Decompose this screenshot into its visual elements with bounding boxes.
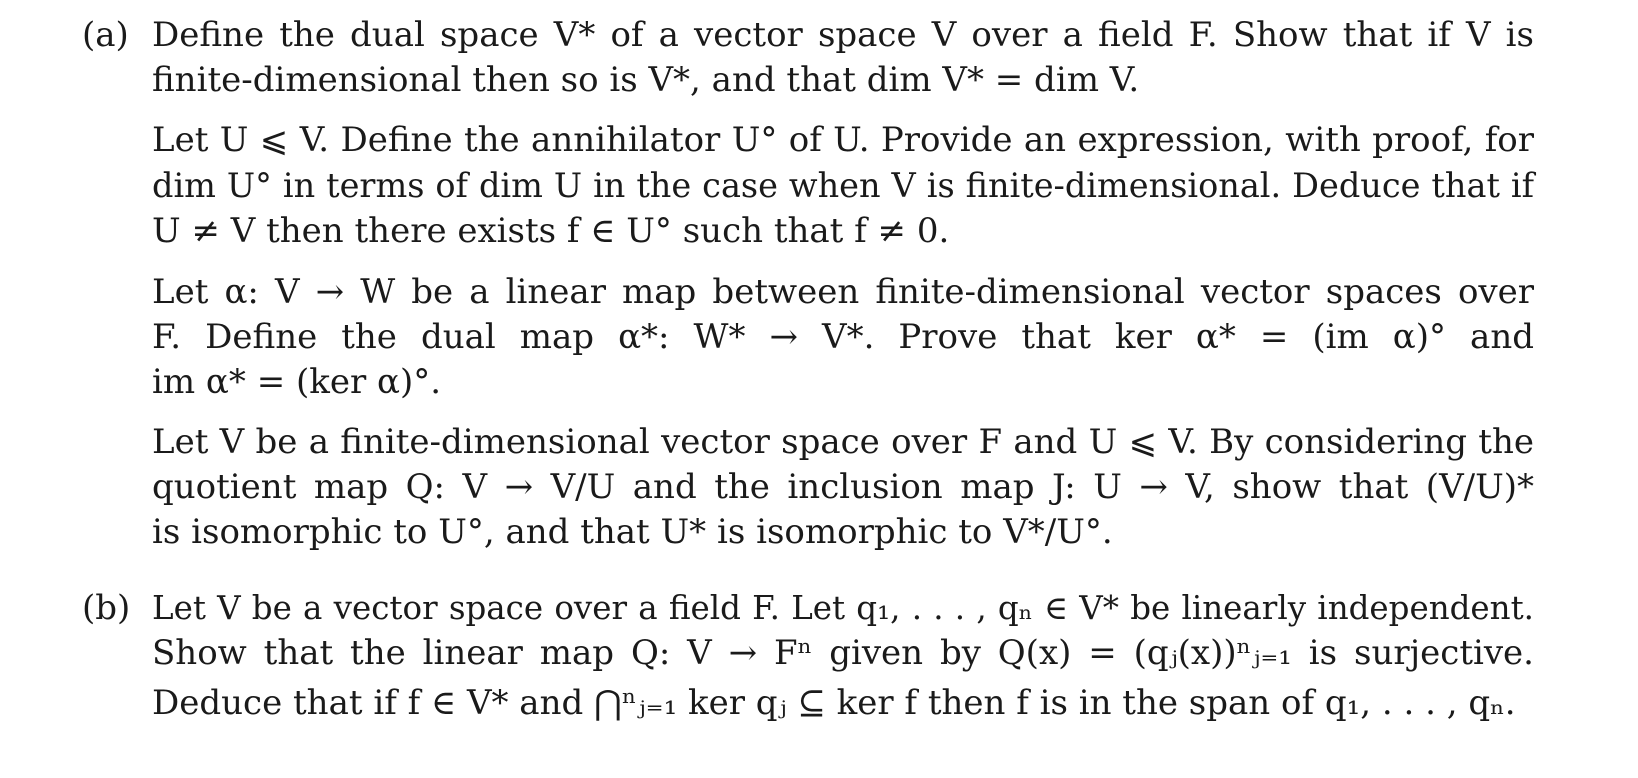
part-a-p3-line-1: Let α: V → W be a linear map between finite-dimensional vector spaces over xyxy=(152,272,1534,312)
part-a-p4-line-3: is isomorphic to U°, and that U* is isomorphic to V*/U°. xyxy=(152,512,1113,552)
part-a-p1-line-1: Define the dual space V* of a vector space V over a field F. Show that if V is xyxy=(152,15,1534,55)
part-b-line-2: Show that the linear map Q: V → Fⁿ given by Q(x) = (qⱼ(x))ⁿⱼ₌₁ is surjective. xyxy=(152,633,1534,673)
part-a-p2-line-3: U ≠ V then there exists f ∈ U° such that f ≠ 0. xyxy=(152,211,950,251)
part-a-p2-line-1: Let U ⩽ V. Define the annihilator U° of U. Provide an expression, with proof, for xyxy=(152,120,1534,160)
part-a-p3-line-2: F. Define the dual map α*: W* → V*. Prove that ker α* = (im α)° and xyxy=(152,317,1534,357)
part-a-p4-line-2: quotient map Q: V → V/U and the inclusion map J: U → V, show that (V/U)* xyxy=(152,467,1534,507)
part-a-label: (a) xyxy=(82,15,129,55)
part-a-p4-line-1: Let V be a finite-dimensional vector space over F and U ⩽ V. By considering the xyxy=(152,422,1534,462)
part-b-label: (b) xyxy=(82,588,131,628)
part-a-p1-line-2: finite-dimensional then so is V*, and that dim V* = dim V. xyxy=(152,60,1140,100)
part-a-p3-line-3: im α* = (ker α)°. xyxy=(152,362,442,402)
part-a-p2-line-2: dim U° in terms of dim U in the case when V is finite-dimensional. Deduce that if xyxy=(152,166,1534,205)
part-b-line-1: Let V be a vector space over a field F. Let q₁, . . . , qₙ ∈ V* be linearly independent. xyxy=(152,589,1534,627)
part-b-line-3: Deduce that if f ∈ V* and ⋂ⁿⱼ₌₁ ker qⱼ ⊆ ker f then f is in the span of q₁, . . . , qₙ. xyxy=(152,683,1516,723)
